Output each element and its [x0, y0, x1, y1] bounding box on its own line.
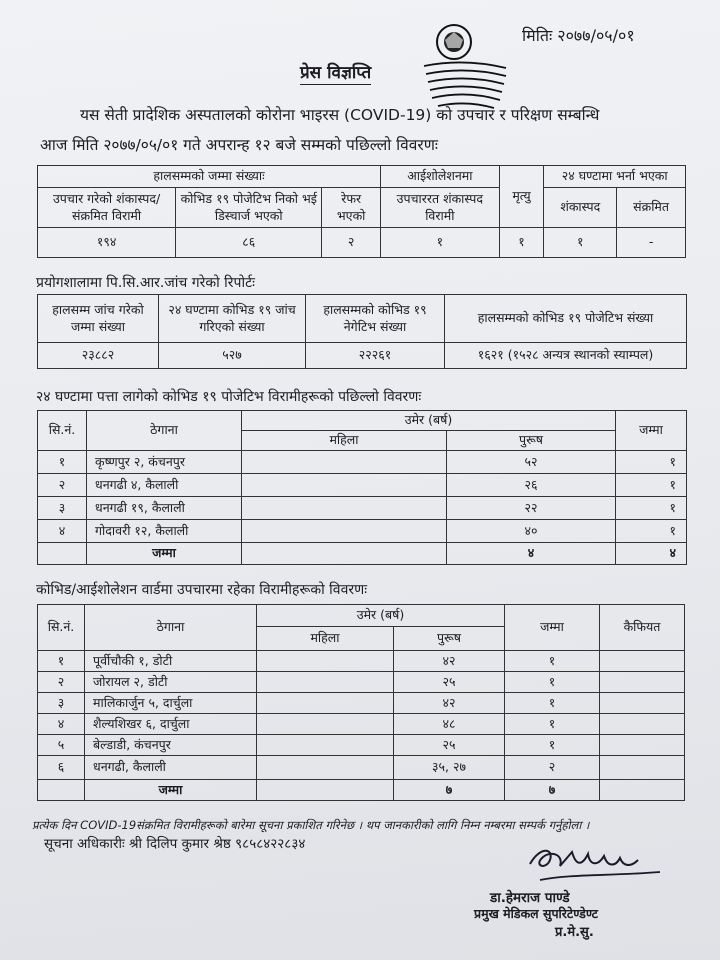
table-cell: ६	[38, 756, 85, 780]
table-cell	[242, 451, 447, 474]
table-cell: १९४	[38, 228, 176, 258]
lab-report-table	[37, 294, 687, 369]
table-row	[38, 497, 687, 520]
table-row	[38, 451, 687, 474]
lab-values-row	[38, 343, 687, 369]
table-cell: १	[544, 228, 617, 258]
summary-group-total: हालसम्मको जम्मा संख्याः	[38, 166, 381, 188]
table-cell: २५	[394, 672, 505, 693]
table-cell: पूर्वीचौकी १, डोटी	[85, 651, 257, 672]
table-cell	[242, 497, 447, 520]
table-cell: २	[38, 474, 87, 497]
new-positive-table	[37, 410, 687, 565]
table-row	[38, 756, 685, 780]
total-label: जम्मा	[87, 543, 242, 565]
table-cell: ८६	[176, 228, 322, 258]
table-cell: बेल्डाडी, कंचनपुर	[85, 735, 257, 756]
iso-col-address: ठेगाना	[85, 605, 257, 651]
np-col-age: उमेर (बर्ष)	[242, 411, 616, 431]
table-cell: ३५, २७	[394, 756, 505, 780]
table-row	[38, 474, 687, 497]
table-cell: शैल्यशिखर ६, दार्चुला	[85, 714, 257, 735]
summary-col-referred: रेफर भएको	[322, 188, 381, 228]
table-cell	[242, 474, 447, 497]
intro-line-1: यस सेती प्रादेशिक अस्पतालको कोरोना भाइरस (COVID-19) को उपचार र परिक्षण सम्बन्धि	[80, 106, 600, 124]
table-cell	[38, 780, 85, 801]
table-cell: ४२	[394, 693, 505, 714]
total-label: जम्मा	[85, 780, 257, 801]
table-cell: ५२७	[159, 343, 306, 369]
total-male: ७	[394, 780, 505, 801]
isolation-heading: कोभिड/आईशोलेशन वार्डमा उपचारमा रहेका विरामीहरूको विवरणः	[36, 582, 368, 598]
summary-col-isolation: उपचाररत शंकास्पद विरामी	[381, 188, 500, 228]
table-cell: २	[322, 228, 381, 258]
iso-col-sn: सि.नं.	[38, 605, 85, 651]
np-col-address: ठेगाना	[87, 411, 242, 451]
iso-col-total: जम्मा	[505, 605, 600, 651]
np-col-sn: सि.नं.	[38, 411, 87, 451]
lab-col-total-tested: हालसम्म जांच गरेको जम्मा संख्या	[38, 295, 159, 343]
table-cell: ३	[38, 497, 87, 520]
lab-col-positive: हालसम्मको कोभिड १९ पोजेटिभ संख्या	[445, 295, 687, 343]
summary-group-isolation: आईशोलेशनमा	[381, 166, 500, 188]
table-total-row	[38, 543, 687, 565]
table-cell: मालिकार्जुन ५, दार्चुला	[85, 693, 257, 714]
table-row	[38, 651, 685, 672]
table-cell: ४८	[394, 714, 505, 735]
lab-col-negative: हालसम्मको कोभिड १९ नेगेटिभ संख्या	[306, 295, 445, 343]
table-cell: ४	[38, 714, 85, 735]
table-cell: -	[617, 228, 686, 258]
table-cell: धनगढी १९, कैलाली	[87, 497, 242, 520]
table-cell: १६२१ (१५२८ अन्यत्र स्थानको स्याम्पल)	[445, 343, 687, 369]
table-cell: १	[616, 451, 687, 474]
table-cell: ३	[38, 693, 85, 714]
intro-line-2: आज मिति २०७७/०५/०१ गते अपरान्ह १२ बजे सम्मको पछिल्लो विवरणः	[40, 136, 439, 154]
table-cell: २२	[447, 497, 616, 520]
table-row	[38, 693, 685, 714]
table-cell: १	[381, 228, 500, 258]
table-cell	[257, 651, 394, 672]
np-col-total: जम्मा	[616, 411, 687, 451]
table-cell	[257, 756, 394, 780]
np-col-male: पुरूष	[447, 431, 616, 451]
table-cell: ४	[38, 520, 87, 543]
lab-section-heading: प्रयोगशालामा पि.सि.आर.जांच गरेको रिपोर्टः	[36, 275, 255, 291]
table-cell: ४२	[394, 651, 505, 672]
table-cell: १	[38, 651, 85, 672]
table-cell	[242, 543, 447, 565]
footnote: प्रत्येक दिन COVID-19संक्रमित विरामीहरूको बारेमा सूचना प्रकाशित गरिनेछ । थप जानकारीको लागि निम्न नम्बरमा सम्पर्क गर्नुहोला ।	[32, 818, 590, 832]
iso-col-age: उमेर (बर्ष)	[257, 605, 505, 627]
table-cell	[600, 672, 685, 693]
table-cell: १	[616, 474, 687, 497]
iso-col-remarks: कैफियत	[600, 605, 685, 651]
summary-values-row	[38, 228, 686, 258]
table-cell: कृष्णपुर २, कंचनपुर	[87, 451, 242, 474]
table-cell	[257, 735, 394, 756]
total-all: ७	[505, 780, 600, 801]
summary-col-discharged: कोभिड १९ पोजेटिभ निको भई डिस्चार्ज भएको	[176, 188, 322, 228]
page-title: प्रेस विज्ञप्ति	[300, 60, 371, 85]
signer-title: प्रमुख मेडिकल सुपरिटेण्डेण्ट	[474, 906, 598, 921]
isolation-table	[37, 604, 685, 801]
table-cell: ५	[38, 735, 85, 756]
table-cell	[600, 780, 685, 801]
table-cell: १	[616, 520, 687, 543]
table-cell: १	[505, 672, 600, 693]
iso-col-female: महिला	[257, 627, 394, 651]
table-cell: ४०	[447, 520, 616, 543]
summary-table	[37, 165, 686, 258]
table-cell: १	[505, 651, 600, 672]
table-cell: धनगढी, कैलाली	[85, 756, 257, 780]
table-cell	[600, 693, 685, 714]
table-cell: २	[505, 756, 600, 780]
table-cell	[600, 735, 685, 756]
table-row	[38, 714, 685, 735]
table-cell	[600, 756, 685, 780]
table-cell	[257, 693, 394, 714]
np-col-female: महिला	[242, 431, 447, 451]
table-cell: २२२६१	[306, 343, 445, 369]
table-row	[38, 735, 685, 756]
table-cell	[257, 714, 394, 735]
table-row	[38, 520, 687, 543]
signature-graphic	[520, 836, 670, 896]
table-cell: ५२	[447, 451, 616, 474]
handwritten-signature	[520, 836, 670, 896]
information-officer: सूचना अधिकारीः श्री दिलिप कुमार श्रेष्ठ ९८५८४२२८३४	[44, 836, 306, 852]
table-cell: २	[38, 672, 85, 693]
table-cell	[38, 543, 87, 565]
table-cell	[600, 714, 685, 735]
table-cell: गोदावरी १२, कैलाली	[87, 520, 242, 543]
table-cell	[600, 651, 685, 672]
summary-col-suspected: शंकास्पद	[544, 188, 617, 228]
signer-name: डा.हेमराज पाण्डे	[490, 890, 570, 906]
lab-col-24h-tested: २४ घण्टामा कोभिड १९ जांच गरिएको संख्या	[159, 295, 306, 343]
summary-col-infected: संक्रमित	[617, 188, 686, 228]
table-row	[38, 672, 685, 693]
table-cell: १	[616, 497, 687, 520]
table-cell	[257, 780, 394, 801]
table-cell: २५	[394, 735, 505, 756]
release-date: मितिः २०७७/०५/०१	[522, 26, 635, 45]
table-cell: १	[505, 735, 600, 756]
table-cell: १	[38, 451, 87, 474]
summary-group-24h: २४ घण्टामा भर्ना भएका	[544, 166, 686, 188]
table-cell: १	[499, 228, 544, 258]
total-all: ४	[616, 543, 687, 565]
table-cell: १	[505, 693, 600, 714]
new-positive-heading: २४ घण्टामा पत्ता लागेको कोभिड १९ पोजेटिभ विरामीहरूको पछिल्लो विवरणः	[36, 389, 422, 405]
summary-col-treated: उपचार गरेको शंकास्पद/संक्रमित विरामी	[38, 188, 176, 228]
total-male: ४	[447, 543, 616, 565]
signer-org: प्र.मे.सु.	[555, 925, 594, 940]
table-cell: १	[505, 714, 600, 735]
table-cell	[242, 520, 447, 543]
iso-col-male: पुरूष	[394, 627, 505, 651]
summary-col-death: मृत्यु	[499, 166, 544, 228]
table-cell	[257, 672, 394, 693]
table-cell: जोरायल २, डोटी	[85, 672, 257, 693]
table-cell: २३८८२	[38, 343, 159, 369]
table-total-row	[38, 780, 685, 801]
table-cell: धनगढी ४, कैलाली	[87, 474, 242, 497]
table-cell: २६	[447, 474, 616, 497]
